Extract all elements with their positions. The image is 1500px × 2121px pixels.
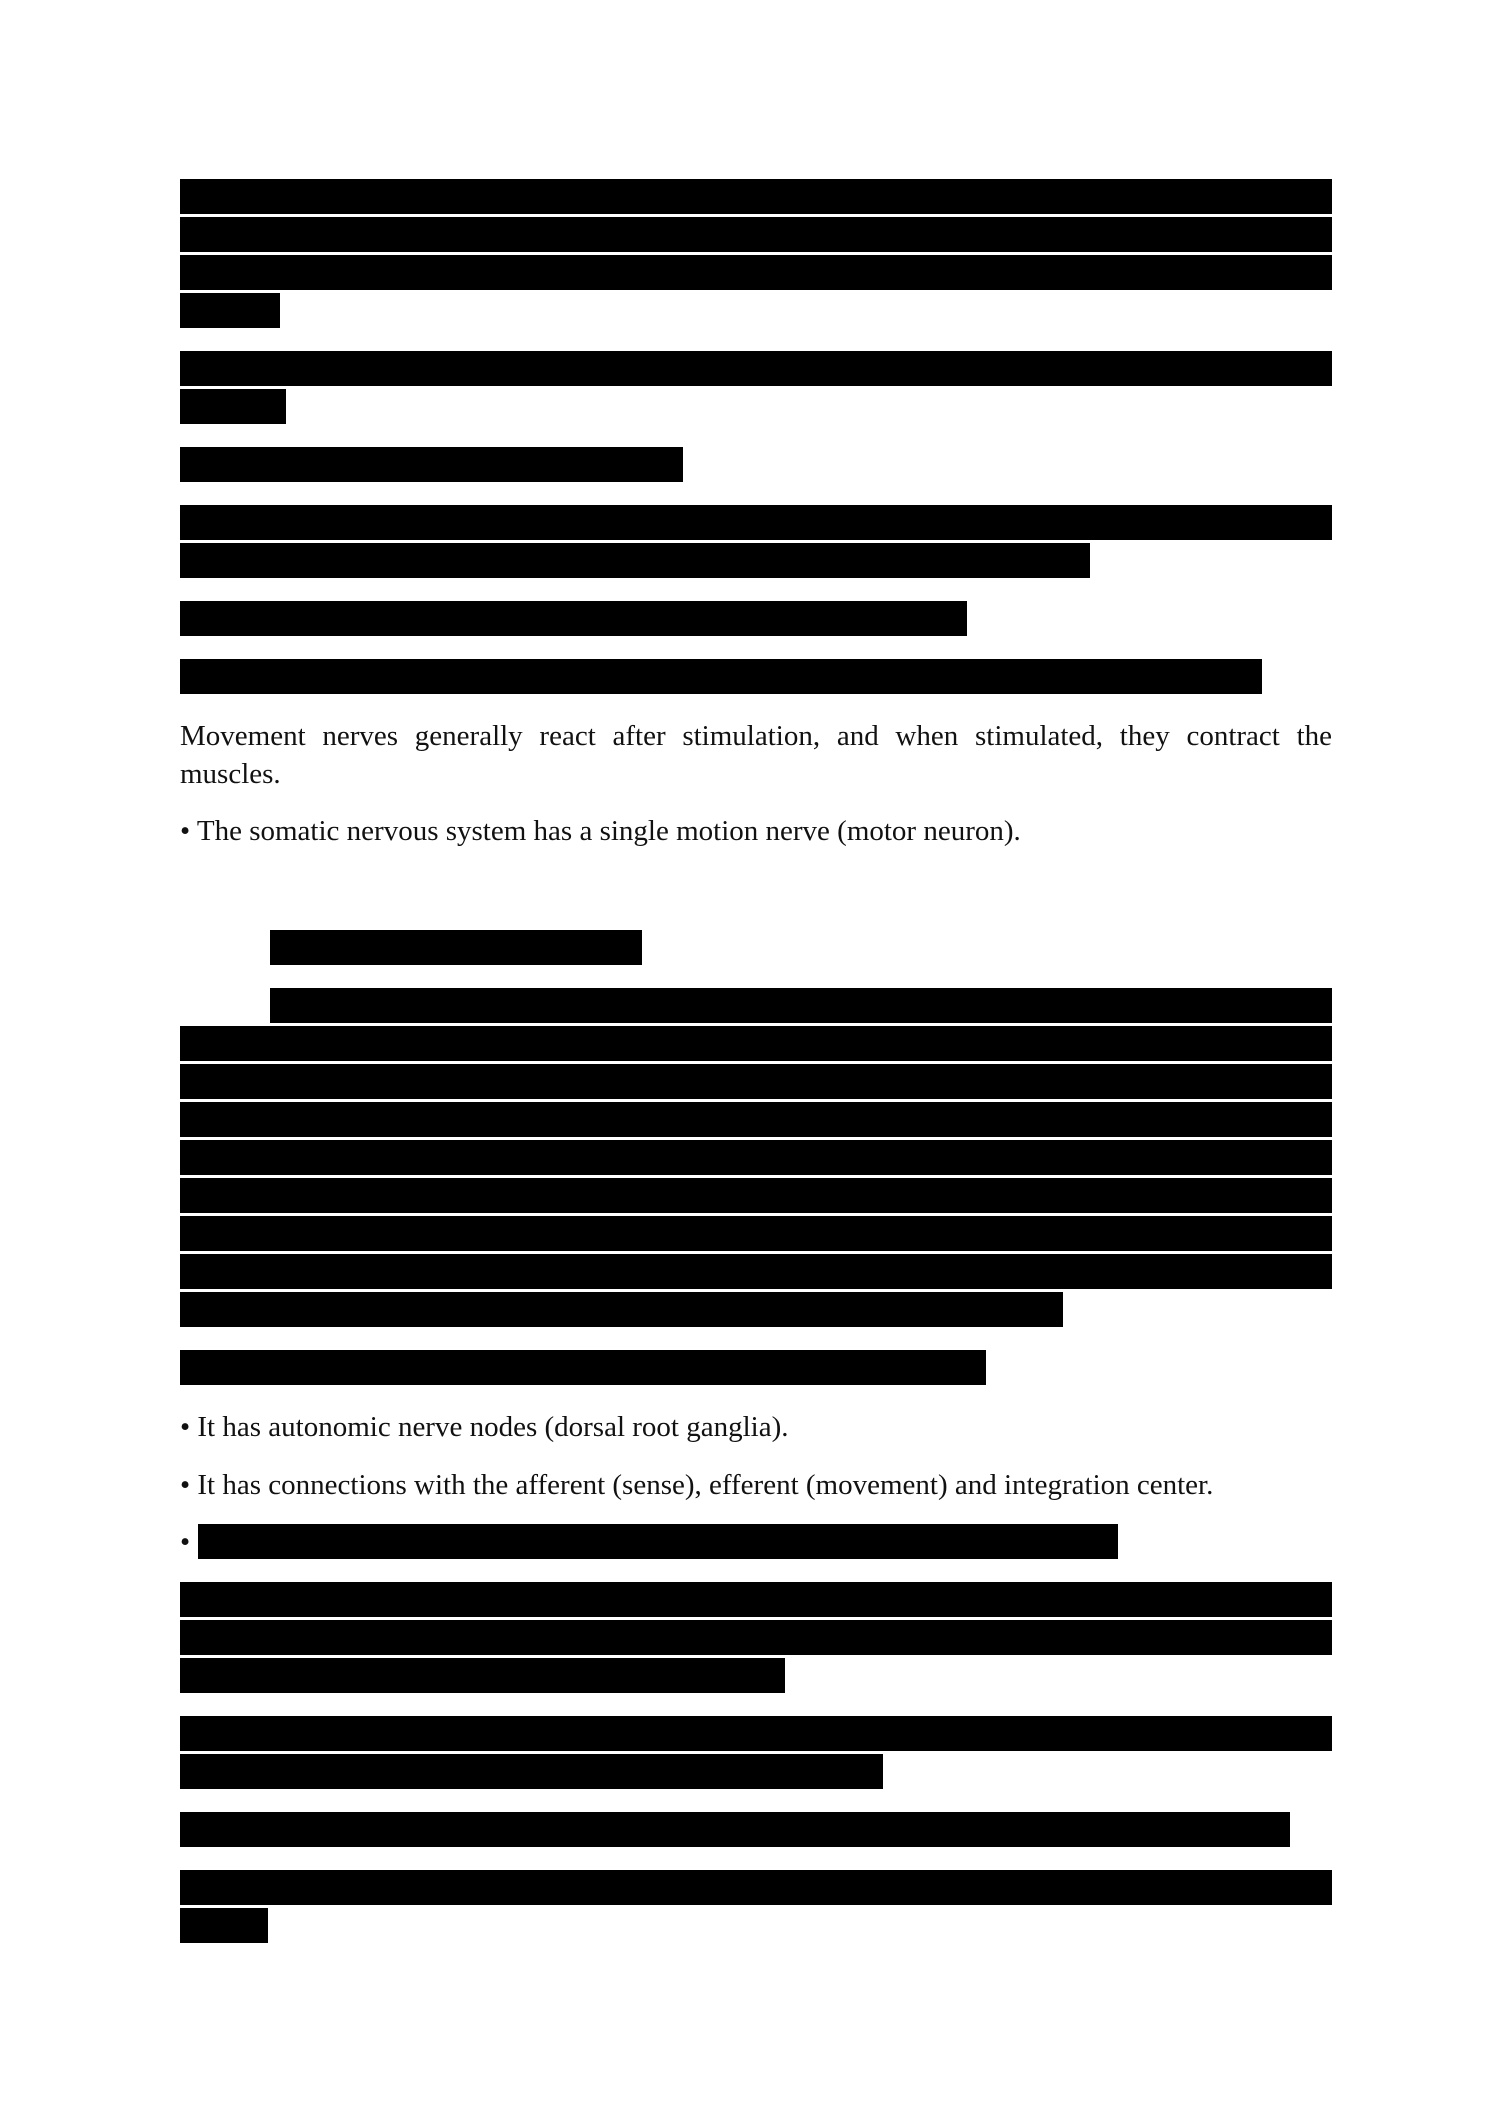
redacted-line (180, 1870, 1332, 1905)
redacted-line (180, 601, 967, 636)
redacted-line (180, 1254, 1332, 1289)
redacted-line (180, 179, 1332, 214)
redacted-line (180, 659, 1262, 694)
redacted-line (180, 1216, 1332, 1251)
bullet-connections: • It has connections with the afferent (sense), efferent (movement) and integration center. (180, 1469, 1214, 1501)
redacted-line (180, 1620, 1332, 1655)
bullet-marker: • (180, 1526, 191, 1558)
redacted-line (180, 1908, 268, 1943)
redacted-line (180, 1140, 1332, 1175)
redacted-line (198, 1524, 1118, 1559)
redacted-line (270, 988, 1332, 1023)
redacted-line (180, 543, 1090, 578)
redacted-line (180, 389, 286, 424)
redacted-line (180, 255, 1332, 290)
paragraph-movement-nerves: Movement nerves generally react after stimulation, and when stimulated, they contract the muscles. (180, 720, 1332, 790)
redacted-heading (270, 930, 642, 965)
redacted-line (180, 1064, 1332, 1099)
redacted-line (180, 1350, 986, 1385)
bullet-somatic-nervous-system: • The somatic nervous system has a single motion nerve (motor neuron). (180, 815, 1021, 847)
redacted-line (180, 1292, 1063, 1327)
redacted-line (180, 1754, 883, 1789)
redacted-line (180, 1658, 785, 1693)
redacted-heading (180, 447, 683, 482)
redacted-line (180, 1812, 1290, 1847)
redacted-line (180, 293, 280, 328)
redacted-line (180, 1178, 1332, 1213)
redacted-line (180, 217, 1332, 252)
redacted-line (180, 351, 1332, 386)
redacted-line (180, 1582, 1332, 1617)
redacted-line (180, 1716, 1332, 1751)
bullet-autonomic-nerve-nodes: • It has autonomic nerve nodes (dorsal root ganglia). (180, 1411, 789, 1443)
redacted-line (180, 505, 1332, 540)
redacted-line (180, 1026, 1332, 1061)
redacted-line (180, 1102, 1332, 1137)
